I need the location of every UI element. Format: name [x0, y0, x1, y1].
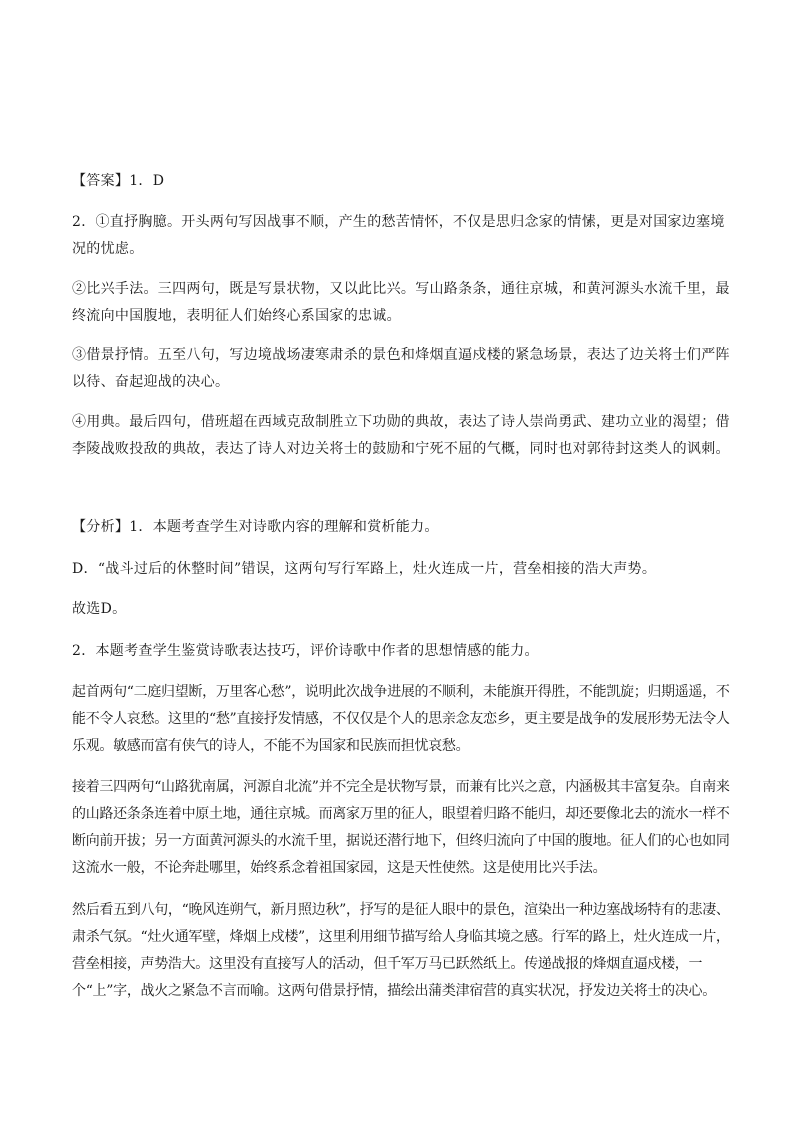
analysis-lines-3-4: 接着三四两句“山路犹南属，河源自北流”并不完全是状物写景，而兼有比兴之意，内涵极其丰富复杂。自南来的山路还条条连着中原土地，通往京城。而离家万里的征人，眼望着归路不能归，却还要像北去的流水一样不断向前开拔；另一方面黄河源头的水流千里，据说还潜行地下，但终归流向了中国的腹地。征人们的心也如同这流水一般，不论奔赴哪里，始终系念着祖国家园，这是天性使然。这是使用比兴手法。 [72, 779, 730, 876]
answer-heading: 【答案】1．D [72, 173, 165, 189]
analysis-lines-5-8: 然后看五到八句，“晚风连朔气，新月照边秋”，抒写的是征人眼中的景色，渲染出一种边塞战场特有的悲凄、肃杀气氛。“灶火通军壁，烽烟上戍楼”，这里利用细节描写给人身临其境之感。行军的路上，灶火连成一片，营垒相接，声势浩大。这里没有直接写人的活动，但千军万马已跃然纸上。传递战报的烽烟直逼戍楼，一个“上”字，战火之紧急不言而喻。这两句借景抒情，描绘出蒲类津宿营的真实状况，抒发边关将士的决心。 [72, 902, 730, 999]
analysis-heading: 【分析】1．本题考查学生对诗歌内容的理解和赏析能力。 [72, 519, 439, 535]
answer-point-1: 2．①直抒胸臆。开头两句写因战事不顺，产生的愁苦情怀，不仅是思归念家的情愫，更是对国家边塞境况的忧虑。 [72, 214, 725, 257]
analysis-q2-intro: 2．本题考查学生鉴赏诗歌表达技巧，评价诗歌中作者的思想情感的能力。 [72, 643, 539, 659]
answer-point-2: ②比兴手法。三四两句，既是写景状物，又以此比兴。写山路条条，通往京城，和黄河源头水流千里，最终流向中国腹地，表明征人们始终心系国家的忠诚。 [72, 281, 730, 324]
analysis-lines-1-2: 起首两句“二庭归望断，万里客心愁”，说明此次战争进展的不顺利，未能旗开得胜，不能凯旋；归期遥遥，不能不令人哀愁。这里的“愁”直接抒发情感，不仅仅是个人的思亲念友恋乡，更主要是战争的发展形势无法令人乐观。敏感而富有侠气的诗人，不能不为国家和民族而担忧哀愁。 [72, 684, 730, 754]
answer-point-3: ③借景抒情。五至八句，写边境战场凄寒肃杀的景色和烽烟直逼戍楼的紧急场景，表达了边关将士们严阵以待、奋起迎战的决心。 [72, 347, 730, 390]
answer-point-4: ④用典。最后四句，借班超在西域克敌制胜立下功勋的典故，表达了诗人崇尚勇武、建功立业的渴望；借李陵战败投敌的典故，表达了诗人对边关将士的鼓励和宁死不屈的气概，同时也对郭待封这类人的讽刺。 [72, 414, 730, 457]
analysis-choice: 故选D。 [72, 601, 127, 617]
analysis-option-d: D．“战斗过后的休整时间”错误，这两句写行军路上，灶火连成一片，营垒相接的浩大声势。 [72, 561, 657, 577]
